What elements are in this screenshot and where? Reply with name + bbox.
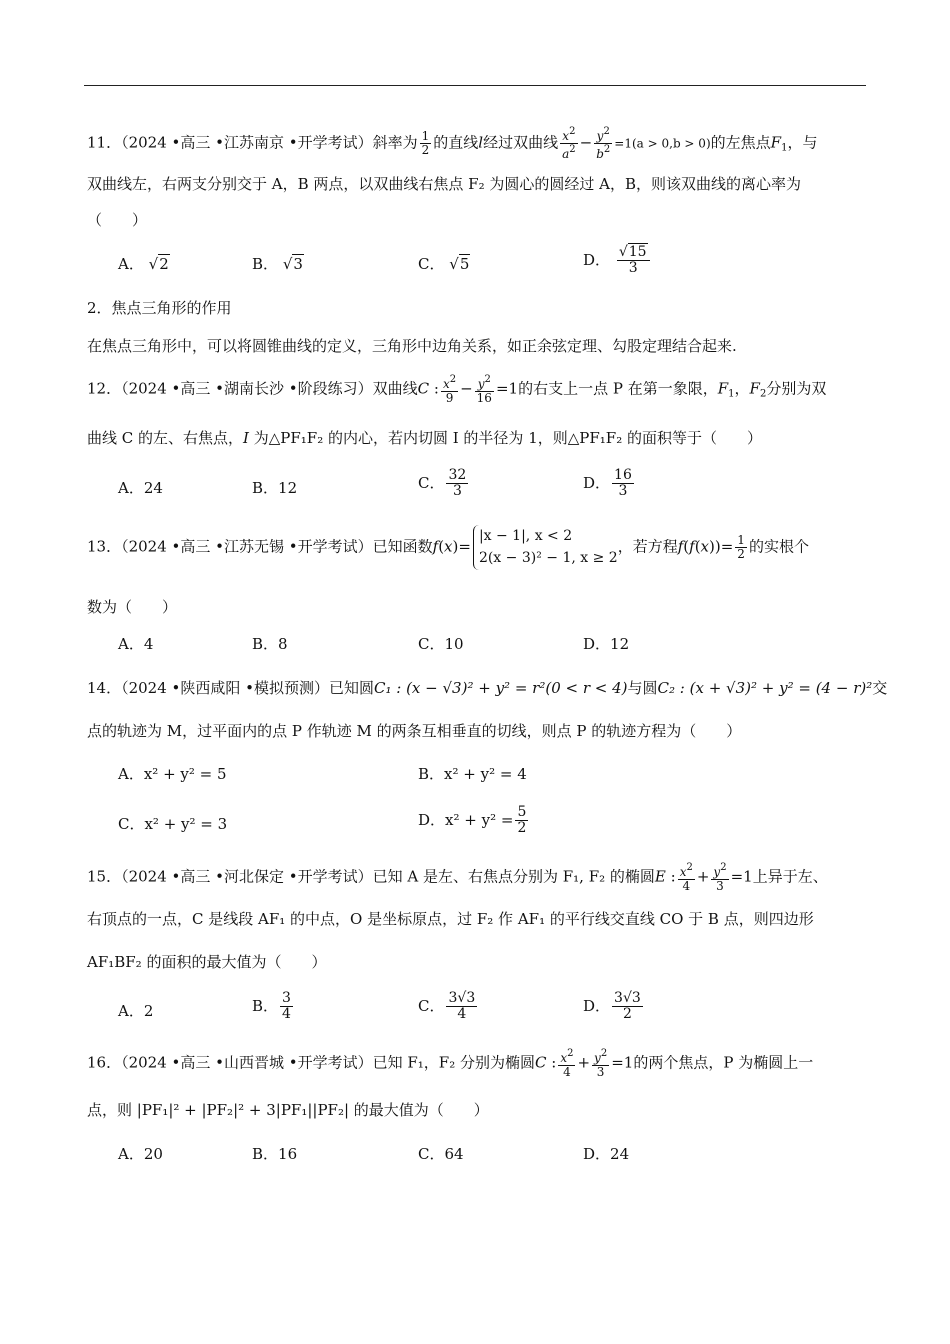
section2-body: 在焦点三角形中，可以将圆锥曲线的定义，三角形中边角关系，如正余弦定理、勾股定理结合起来. [87,337,737,355]
q14-option-a[interactable]: A．x² + y² = 5 [118,765,227,783]
q13-line1: 13．（2024 •高三 •江苏无锡 •开学考试）已知函数f(x)= |x − 1|, x < 2 2(x − 3)² − 1, x ≥ 2 ，若方程f(f(x))= $\frac{1}{2}$ 的实根个 [87,525,809,570]
q12-option-a[interactable]: A．24 [118,479,163,497]
q16-option-a[interactable]: A．20 [118,1145,163,1163]
q11-option-d[interactable]: D． $\frac{√15}{3}$ [583,245,652,277]
q13-option-b[interactable]: B．8 [252,635,288,653]
q16-line2: 点，则 |PF₁|² + |PF₂|² + 3|PF₁||PF₂| 的最大值为（ ） [87,1101,489,1119]
q11-option-a[interactable]: A． √2 [118,255,169,273]
q15-line3: AF₁BF₂ 的面积的最大值为（ ） [87,953,327,971]
q11-line1: 11．（2024 •高三 •江苏南京 •开学考试）斜率为 $\frac{1}{2}$ 的直线l经过双曲线 $\frac{x^2}{a^2}$ − $\frac{y^2}{b^2}$ =1(a > 0,b > 0)的左焦点$F_1$，与 [87,126,818,162]
q16-option-d[interactable]: D．24 [583,1145,630,1163]
q16-option-c[interactable]: C．64 [418,1145,464,1163]
q12-option-d[interactable]: D． $\frac{16}{3}$ [583,467,632,500]
q16-option-b[interactable]: B．16 [252,1145,298,1163]
header-rule [84,85,866,86]
q15-option-c[interactable]: C． $\frac{3√3}{4}$ [418,990,476,1023]
q12-option-c[interactable]: C． $\frac{32}{3}$ [418,467,467,500]
q12-line2: 曲线 C 的左、右焦点，I 为△PF₁F₂ 的内心，若内切圆 I 的半径为 1，则△PF₁F₂ 的面积等于（ ） [87,429,762,447]
q12-option-b[interactable]: B．12 [252,479,298,497]
q13-option-c[interactable]: C．10 [418,635,464,653]
q14-line2: 点的轨迹为 M，过平面内的点 P 作轨迹 M 的两条互相垂直的切线，则点 P 的轨迹方程为（ ） [87,722,742,740]
q11-line2: 双曲线左，右两支分别交于 A，B 两点，以双曲线右焦点 F₂ 为圆心的圆经过 A，B，则该双曲线的离心率为 [87,175,801,193]
q14-option-c[interactable]: C．x² + y² = 3 [118,815,228,833]
q16-line1: 16．（2024 •高三 •山西晋城 •开学考试）已知 F₁，F₂ 分别为椭圆C : $\frac{x^2}{4}$ + $\frac{y^2}{3}$ =1的两个焦点，P 为椭圆上一 [87,1048,814,1080]
q13-line2: 数为（ ） [87,598,178,616]
q11-option-c[interactable]: C． √5 [418,255,470,273]
q14-option-d[interactable]: D．x² + y² = $\frac{5}{2}$ [418,804,527,837]
q11-option-b[interactable]: B． √3 [252,255,303,273]
q14-option-b[interactable]: B．x² + y² = 4 [418,765,527,783]
q15-option-a[interactable]: A．2 [118,1002,154,1020]
q11-line3: （ ） [87,211,148,229]
q15-option-d[interactable]: D． $\frac{3√3}{2}$ [583,990,641,1023]
q12-line1: 12．（2024 •高三 •湖南长沙 •阶段练习）双曲线C : $\frac{x^2}{9}$ − $\frac{y^2}{16}$ =1的右支上一点 P 在第一象限，$F_1$，$F_2$分别为双 [87,374,827,406]
q13-option-a[interactable]: A．4 [118,635,154,653]
piecewise-brace: |x − 1|, x < 2 2(x − 3)² − 1, x ≥ 2 [473,525,618,570]
q15-line1: 15．（2024 •高三 •河北保定 •开学考试）已知 A 是左、右焦点分别为 F₁, F₂ 的椭圆E : $\frac{x^2}{4}$ + $\frac{y^2}{3}$ =1上异于左、 [87,862,828,894]
section2-title: 2．焦点三角形的作用 [87,299,232,317]
q13-option-d[interactable]: D．12 [583,635,630,653]
q15-line2: 右顶点的一点，C 是线段 AF₁ 的中点，O 是坐标原点，过 F₂ 作 AF₁ 的平行线交直线 CO 于 B 点，则四边形 [87,910,814,928]
q15-option-b[interactable]: B． $\frac{3}{4}$ [252,990,291,1023]
q14-line1: 14．（2024 •陕西咸阳 •模拟预测）已知圆C₁ : (x − √3)² + y² = r²(0 < r < 4)与圆C₂ : (x + √3)² + y² = (4 − r)²交 [87,679,888,697]
